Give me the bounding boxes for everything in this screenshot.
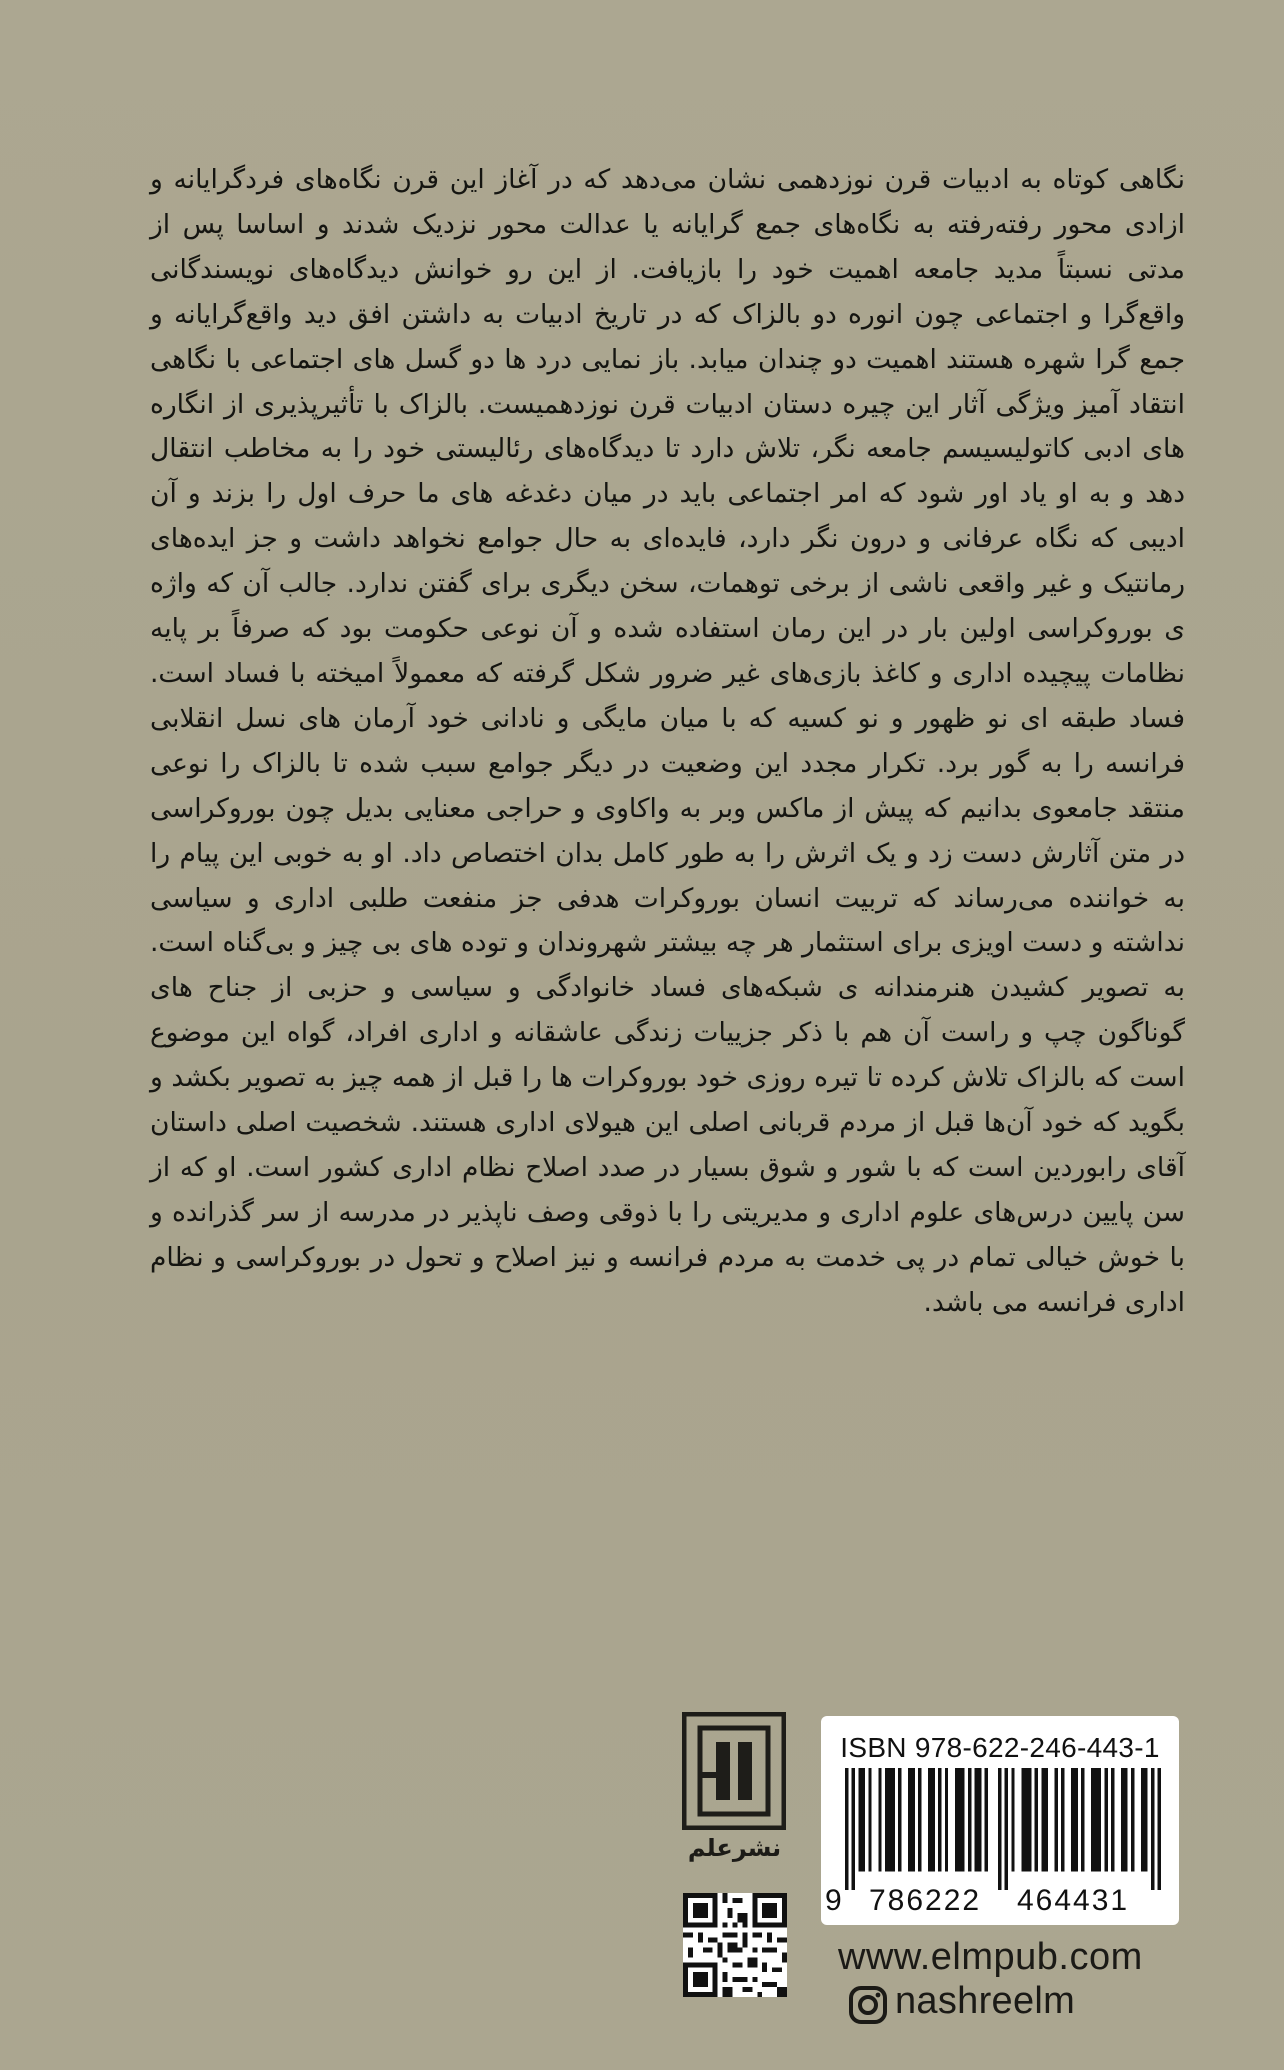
publisher-logo <box>678 1712 791 1870</box>
back-cover-blurb <box>150 158 1185 1326</box>
instagram-icon <box>848 1985 888 2025</box>
barcode-first-digit: 9 <box>825 1884 842 1917</box>
publisher-name: نشرعلم <box>687 1834 782 1862</box>
publisher-logo-icon <box>682 1712 786 1830</box>
barcode-bars <box>845 1768 1161 1890</box>
instagram-handle: nashreelm <box>895 1980 1076 2022</box>
qr-code-icon <box>683 1893 787 1997</box>
publisher-website: www.elmpub.com <box>838 1936 1143 1978</box>
barcode-left-digits: 786222 <box>869 1884 982 1917</box>
isbn-barcode <box>821 1716 1179 1925</box>
blurb-paragraph: نگاهی کوتاه به ادبیات قرن نوزدهمی نشان می‌دهد که در آغاز این قرن نگاه‌های فردگرایانه و ازادی محور رفته‌رفته به نگاه‌های جمع گرایانه یا عدالت محور نزدیک شدند و اساسا پس از مدتی نسبتاً مدید جامعه اهمیت خود را بازیافت. از این رو خوانش دیدگاه‌های نویسندگانی واقع‌گرا و اجتماعی چون انوره دو بالزاک که در تاریخ ادبیات به داشتن افق دید واقع‌گرایانه و جمع گرا شهره هستند اهمیت دو چندان میابد. باز نمایی درد ها دو گسل های اجتماعی با نگاهی انتقاد آمیز ویژگی آثار این چیره دستان ادبیات قرن نوزدهمیست. بالزاک با تأثیرپذیری از انگاره های ادبی کاتولیسیسم جامعه نگر، تلاش دارد تا دیدگاه‌های رئالیستی خود را به مخاطب انتقال دهد و به او یاد اور شود که امر اجتماعی باید در میان دغدغه های ما حرف اول را بزند و آن ادیبی که نگاه عرفانی و درون نگر دارد، فایده‌ای به حال جوامع نخواهد داشت و جز ایده‌های رمانتیک و غیر واقعی ناشی از برخی توهمات، سخن دیگری برای گفتن ندارد. جالب آن که واژه ی بوروکراسی اولین بار در این رمان استفاده شده و آن نوعی حکومت بود که صرفاً بر پایه نظامات پیچیده اداری و کاغذ بازی‌های غیر ضرور شکل گرفته که معمولاً امیخته با فساد است. فساد طبقه ای نو ظهور و نو کسیه که با میان مایگی و نادانی خود آرمان های نسل انقلابی فرانسه را به گور برد. تکرار مجدد این وضعیت در دیگر جوامع سبب شده تا بالزاک را نوعی منتقد جامعوی بدانیم که پیش از ماکس وبر به واکاوی و حراجی معنایی بدیل چون بوروکراسی در متن آثارش دست زد و یک اثرش را به طور کامل بدان اختصاص داد. او به خوبی این پیام را به خواننده می‌رساند که تربیت انسان بوروکرات هدفی جز منفعت طلبی اداری و سیاسی نداشته و دست اویزی برای استثمار هر چه بیشتر شهروندان و توده های بی چیز و بی‌گناه است. به تصویر کشیدن هنرمندانه ی شبکه‌های فساد خانوادگی و سیاسی و حزبی از جناح های گوناگون چپ و راست آن هم با ذکر جزییات زندگی عاشقانه و اداری افراد، گواه این موضوع است که بالزاک تلاش کرده تا تیره روزی خود بوروکرات ها را قبل از همه چیز به تصویر بکشد و بگوید که خود آن‌ها قبل از مردم قربانی اصلی این هیولای اداری هستند. شخصیت اصلی داستان آقای رابوردین است که با شور و شوق بسیار در صدد اصلاح نظام اداری کشور است. او که از سن پایین درس‌های علوم اداری و مدیریتی را با ذوقی وصف ناپذیر در مدرسه از سر گذرانده و با خوش خیالی تمام در پی خدمت به مردم فرانسه و نیز اصلاح و تحول در بوروکراسی و نظام اداری فرانسه می باشد. <box>150 164 1185 1318</box>
isbn-label: ISBN 978-622-246-443-1 <box>840 1732 1160 1763</box>
barcode-right-digits: 464431 <box>1017 1884 1130 1917</box>
